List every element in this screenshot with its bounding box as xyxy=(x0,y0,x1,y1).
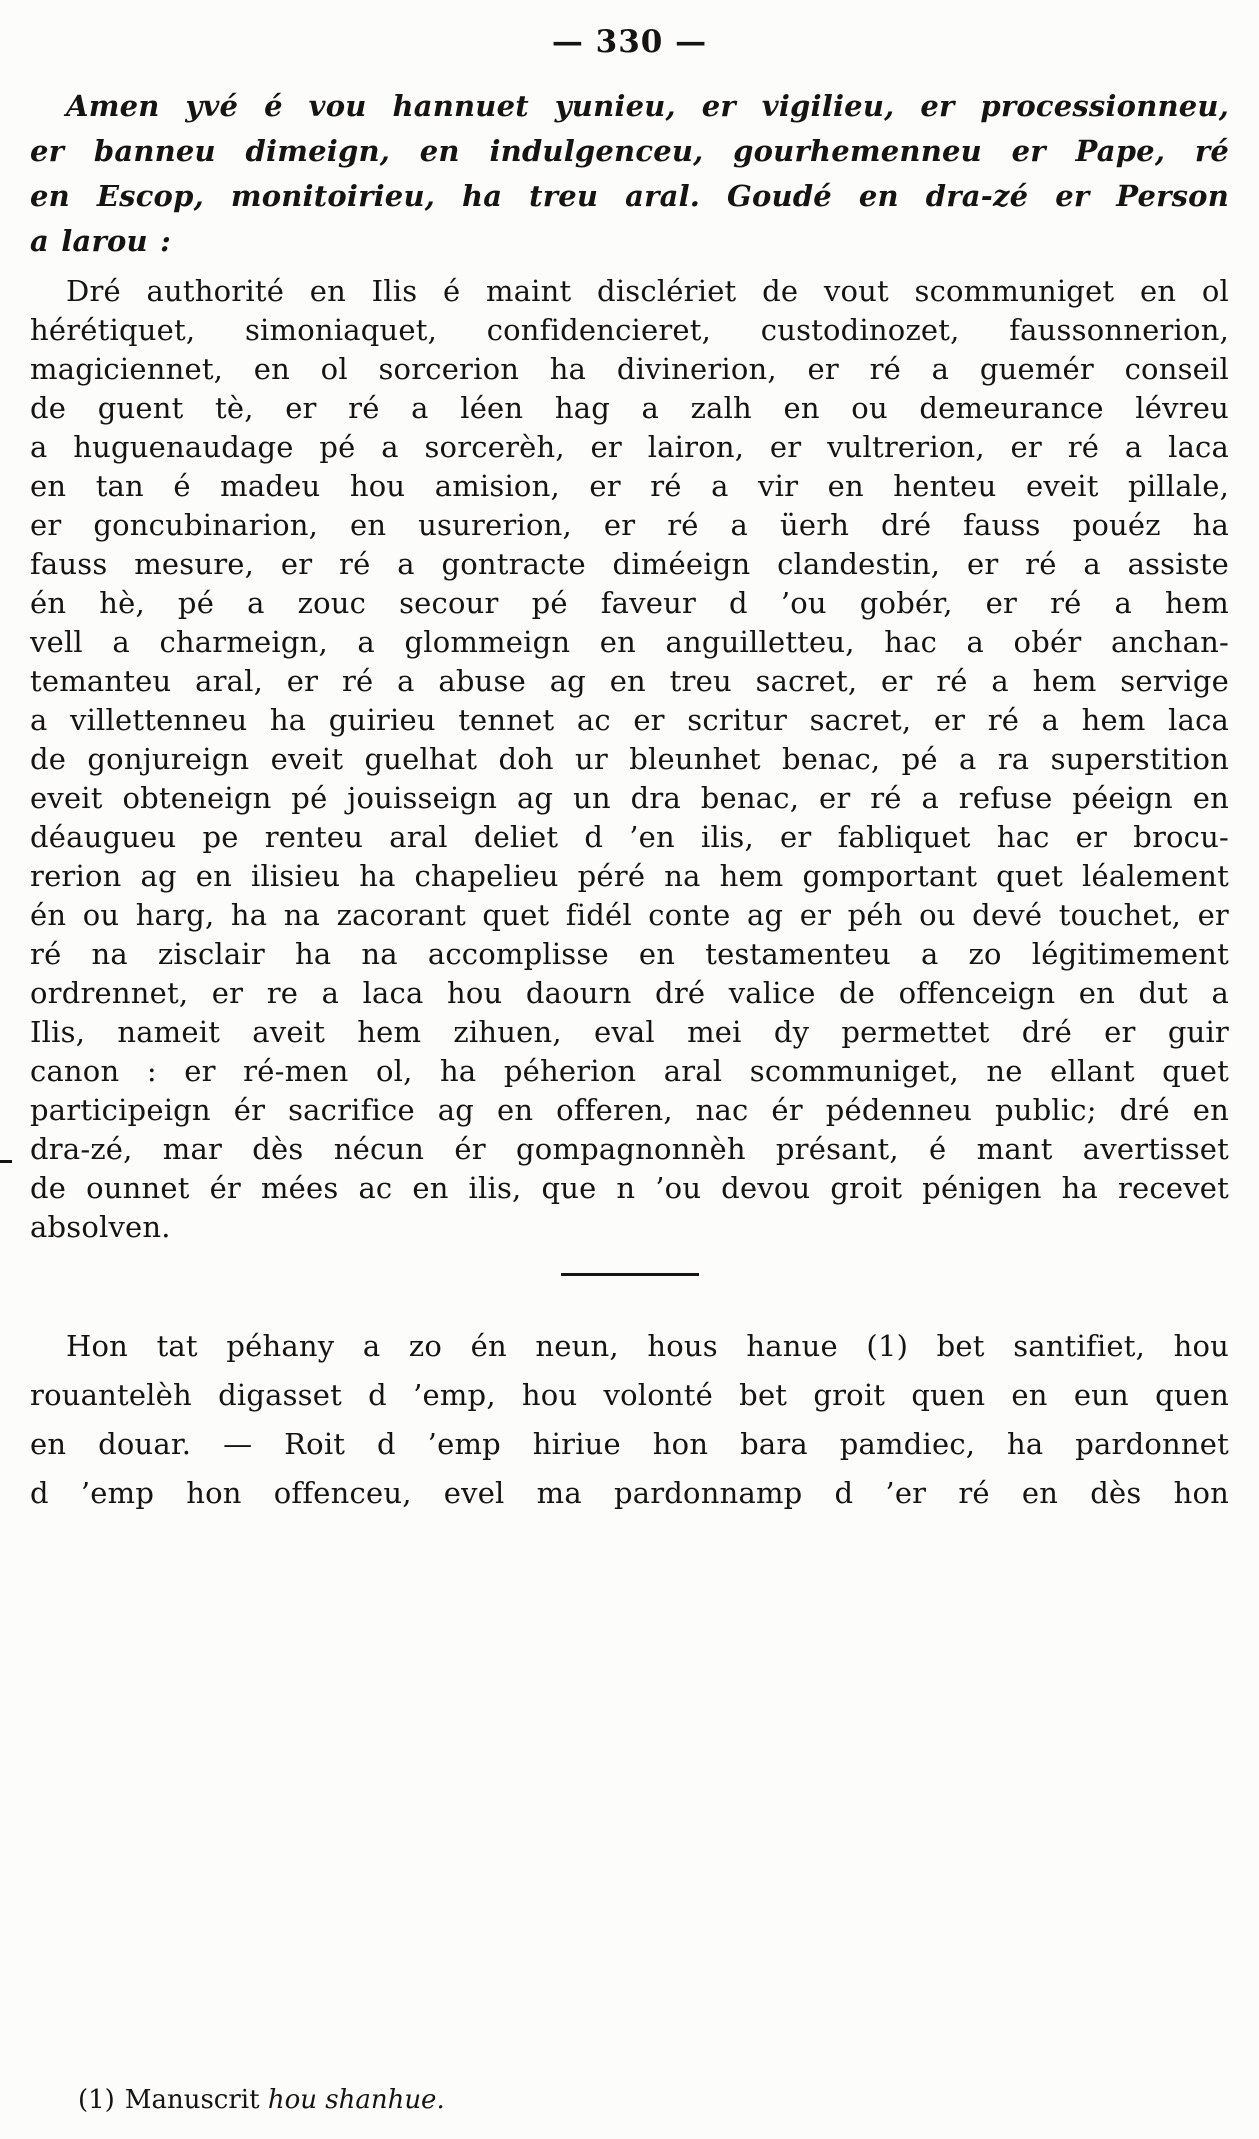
text-line: rouantelèh digasset d ’emp, hou volonté bet groit quen en eun quen xyxy=(30,1378,1229,1412)
footnote xyxy=(78,2085,445,2115)
text-line: a villettenneu ha guirieu tennet ac er scritur sacret, er ré a hem laca xyxy=(30,703,1229,737)
text-line: a huguenaudage pé a sorcerèh, er lairon, er vultrerion, er ré a laca xyxy=(30,430,1229,464)
paragraph-excommunication-text xyxy=(30,272,1229,1247)
text-line: dra-zé, mar dès nécun ér gompagnonnèh présant, é mant avertisset xyxy=(30,1132,1229,1166)
footnote-text: Manuscrit xyxy=(124,2085,260,2115)
paragraph-pater-prayer xyxy=(30,1322,1229,1518)
text-line: de guent tè, er ré a léen hag a zalh en ou demeurance lévreu xyxy=(30,391,1229,425)
text-line: de gonjureign eveit guelhat doh ur bleunhet benac, pé a ra superstition xyxy=(30,742,1229,776)
footnote-manuscript-reading: hou shanhue. xyxy=(267,2085,445,2115)
text-line: temanteu aral, er ré a abuse ag en treu sacret, er ré a hem servige xyxy=(30,664,1229,698)
text-line: magiciennet, en ol sorcerion ha divinerion, er ré a guemér conseil xyxy=(30,352,1229,386)
text-line: ordrennet, er re a laca hou daourn dré valice de offenceign en dut a xyxy=(30,976,1229,1010)
section-divider-rule xyxy=(561,1273,699,1276)
text-line: hérétiquet, simoniaquet, confidencieret, custodinozet, faussonnerion, xyxy=(30,313,1229,347)
text-line: déaugueu pe renteu aral deliet d ’en ilis, er fabliquet hac er brocu- xyxy=(30,820,1229,854)
text-line: fauss mesure, er ré a gontracte diméeign clandestin, er ré a assiste xyxy=(30,547,1229,581)
text-line: participeign ér sacrifice ag en offeren, nac ér pédenneu public; dré en xyxy=(30,1093,1229,1127)
text-line: de ounnet ér mées ac en ilis, que n ’ou devou groit pénigen ha recevet xyxy=(30,1171,1229,1205)
text-line: eveit obteneign pé jouisseign ag un dra benac, er ré a refuse péeign en xyxy=(30,781,1229,815)
margin-scan-mark xyxy=(0,1160,12,1163)
page-number: — 330 — xyxy=(551,24,708,60)
text-line: canon : er ré-men ol, ha péherion aral scommuniget, ne ellant quet xyxy=(30,1054,1229,1088)
paragraph-rubric-intro xyxy=(30,84,1229,264)
text-line: en Escop, monitoirieu, ha treu aral. Goudé en dra-zé er Person xyxy=(30,179,1229,213)
text-line: én ou harg, ha na zacorant quet fidél conte ag er péh ou devé touchet, er xyxy=(30,898,1229,932)
footnote-marker: (1) xyxy=(78,2085,115,2115)
text-line: Hon tat péhany a zo én neun, hous hanue (1) bet santifiet, hou xyxy=(66,1329,1229,1363)
text-line: Ilis, nameit aveit hem zihuen, eval mei dy permettet dré er guir xyxy=(30,1015,1229,1049)
text-line: absolven. xyxy=(30,1210,171,1244)
text-line: én hè, pé a zouc secour pé faveur d ’ou gobér, er ré a hem xyxy=(30,586,1229,620)
text-line: vell a charmeign, a glommeign en anguilletteu, hac a obér anchan- xyxy=(30,625,1229,659)
text-line: d ’emp hon offenceu, evel ma pardonnamp d ’er ré en dès hon xyxy=(30,1476,1229,1510)
text-line: rerion ag en ilisieu ha chapelieu péré na hem gomportant quet léalement xyxy=(30,859,1229,893)
text-line: en tan é madeu hou amision, er ré a vir en henteu eveit pillale, xyxy=(30,469,1229,503)
text-line: er goncubinarion, en usurerion, er ré a üerh dré fauss pouéz ha xyxy=(30,508,1229,542)
text-line: ré na zisclair ha na accomplisse en testamenteu a zo légitimement xyxy=(30,937,1229,971)
text-line: a larou : xyxy=(30,224,172,258)
text-line: er banneu dimeign, en indulgenceu, gourhemenneu er Pape, ré xyxy=(30,134,1229,168)
text-line: en douar. — Roit d ’emp hiriue hon bara pamdiec, ha pardonnet xyxy=(30,1427,1229,1461)
text-line: Amen yvé é vou hannuet yunieu, er vigilieu, er processionneu, xyxy=(66,89,1229,123)
text-line: Dré authorité en Ilis é maint disclériet de vout scommuniget en ol xyxy=(66,274,1229,308)
